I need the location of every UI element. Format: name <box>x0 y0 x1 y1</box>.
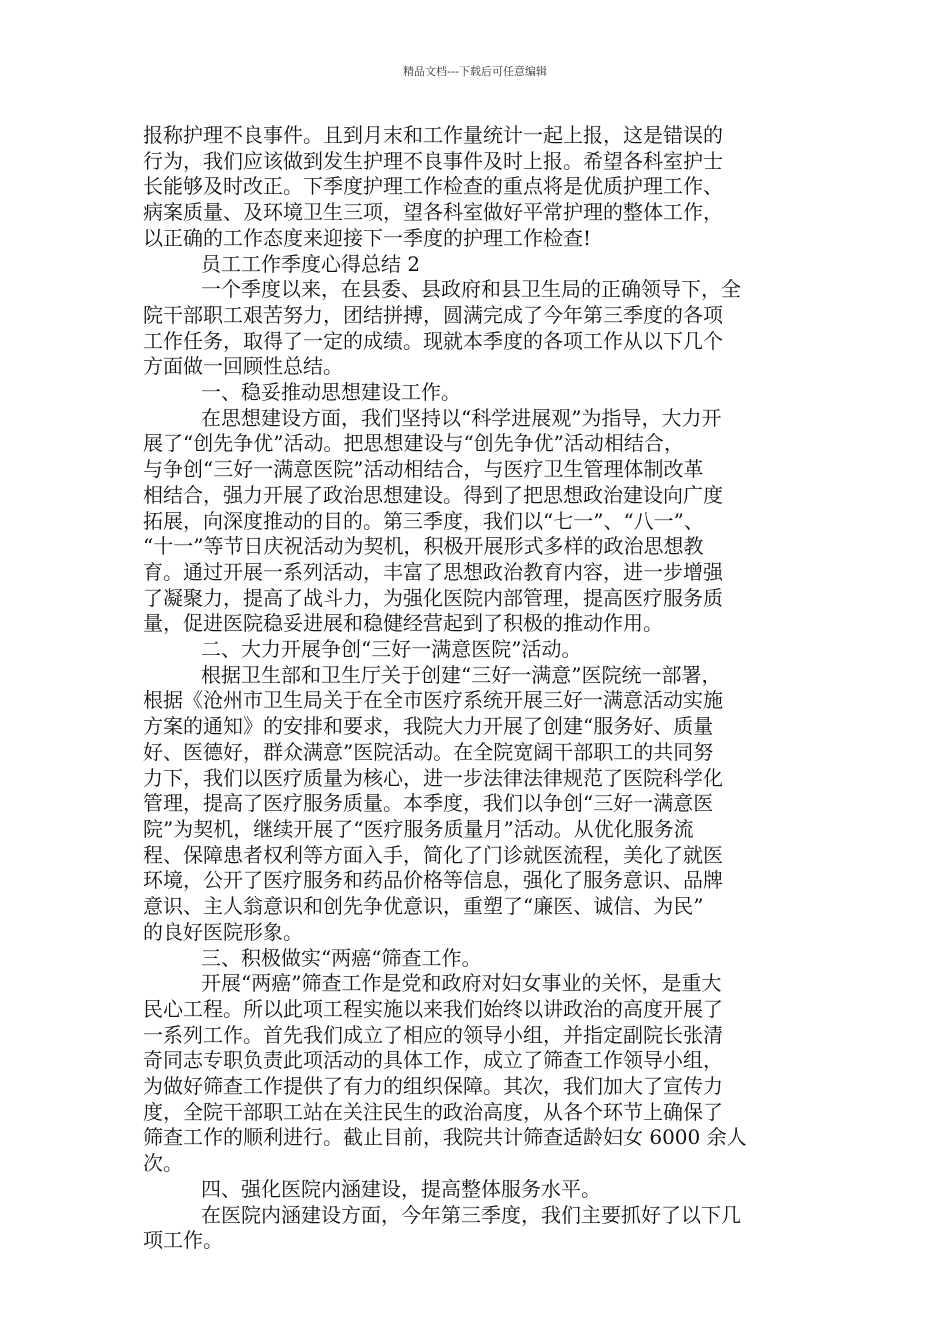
text-line: 以正确的工作态度来迎接下一季度的护理工作检查! <box>143 225 592 250</box>
text-line: 展了“创先争优”活动。把思想建设与“创先争优”活动相结合， <box>143 431 684 456</box>
text-line: 项工作。 <box>143 1228 223 1253</box>
text-line: 长能够及时改正。下季度护理工作检查的重点将是优质护理工作、 <box>143 174 723 199</box>
paragraph-start-line: 四、强化医院内涵建设，提高整体服务水平。 <box>201 1176 601 1201</box>
text-line: 拓展，向深度推动的目的。第三季度，我们以“七一”、“八一”、 <box>143 508 704 533</box>
text-line: 院干部职工艰苦努力，团结拼搏，圆满完成了今年第三季度的各项 <box>143 302 723 327</box>
paragraph-start-line: 在思想建设方面，我们坚持以“科学进展观”为指导，大力开 <box>201 405 722 430</box>
page-header: 精品文档---下载后可任意编辑 <box>403 65 547 78</box>
text-line: 与争创“三好一满意医院”活动相结合，与医疗卫生管理体制改革 <box>143 457 704 482</box>
text-line: 奇同志专职负责此项活动的具体工作，成立了筛查工作领导小组， <box>143 1048 723 1073</box>
paragraph-start-line: 开展“两癌”筛查工作是党和政府对妇女事业的关怀，是重大 <box>201 971 722 996</box>
text-line: 意识、主人翁意识和创先争优意识，重塑了“廉医、诚信、为民” <box>143 894 704 919</box>
paragraph-start-line: 员工工作季度心得总结 2 <box>201 251 421 276</box>
paragraph-start-line: 一个季度以来，在县委、县政府和县卫生局的正确领导下，全 <box>201 277 741 302</box>
text-line: “十一”等节日庆祝活动为契机，积极开展形式多样的政治思想教 <box>143 534 704 559</box>
text-line: 方面做一回顾性总结。 <box>143 354 343 379</box>
text-line: 院”为契机，继续开展了“医疗服务质量月”活动。从优化服务流 <box>143 816 694 841</box>
text-line: 了凝聚力，提高了战斗力，为强化医院内部管理，提高医疗服务质 <box>143 585 723 610</box>
text-line: 程、保障患者权利等方面入手，简化了门诊就医流程，美化了就医 <box>143 842 723 867</box>
text-line: 次。 <box>143 1151 183 1176</box>
document-body <box>143 123 811 1254</box>
text-line: 管理，提高了医疗服务质量。本季度，我们以争创“三好一满意医 <box>143 791 714 816</box>
paragraph-start-line: 根据卫生部和卫生厅关于创建“三好一满意”医院统一部署， <box>201 662 722 687</box>
text-line: 一系列工作。首先我们成立了相应的领导小组，并指定副院长张清 <box>143 1022 723 1047</box>
text-line: 力下，我们以医疗质量为核心，进一步法律法律规范了医院科学化 <box>143 765 723 790</box>
text-line: 根据《沧州市卫生局关于在全市医疗系统开展三好一满意活动实施 <box>143 688 723 713</box>
paragraph-start-line: 在医院内涵建设方面，今年第三季度，我们主要抓好了以下几 <box>201 1202 741 1227</box>
text-line: 方案的通知》的安排和要求，我院大力开展了创建“服务好、质量 <box>143 714 714 739</box>
text-line: 度，全院干部职工站在关注民生的政治高度，从各个环节上确保了 <box>143 1099 723 1124</box>
text-line: 相结合，强力开展了政治思想建设。得到了把思想政治建设向广度 <box>143 482 723 507</box>
text-line: 为做好筛查工作提供了有力的组织保障。其次，我们加大了宣传力 <box>143 1074 723 1099</box>
text-line: 好、医德好，群众满意”医院活动。在全院宽阔干部职工的共同努 <box>143 739 714 764</box>
text-line: 的良好医院形象。 <box>143 919 303 944</box>
paragraph-start-line: 一、稳妥推动思想建设工作。 <box>201 380 461 405</box>
text-line: 行为，我们应该做到发生护理不良事件及时上报。希望各科室护士 <box>143 148 723 173</box>
text-line: 育。通过开展一系列活动，丰富了思想政治教育内容，进一步增强 <box>143 559 723 584</box>
text-line: 量，促进医院稳妥进展和稳健经营起到了积极的推动作用。 <box>143 611 663 636</box>
text-line: 报称护理不良事件。且到月末和工作量统计一起上报，这是错误的 <box>143 123 723 147</box>
text-line: 病案质量、及环境卫生三项，望各科室做好平常护理的整体工作， <box>143 200 723 225</box>
paragraph-start-line: 二、大力开展争创“三好一满意医院”活动。 <box>201 637 582 662</box>
text-line: 民心工程。所以此项工程实施以来我们始终以讲政治的高度开展了 <box>143 996 723 1021</box>
paragraph-start-line: 三、积极做实“两癌“筛查工作。 <box>201 945 482 970</box>
text-line: 筛查工作的顺利进行。截止目前，我院共计筛查适龄妇女 6000 余人 <box>143 1125 747 1150</box>
text-line: 环境，公开了医疗服务和药品价格等信息，强化了服务意识、品牌 <box>143 868 723 893</box>
text-line: 工作任务，取得了一定的成绩。现就本季度的各项工作从以下几个 <box>143 328 723 353</box>
